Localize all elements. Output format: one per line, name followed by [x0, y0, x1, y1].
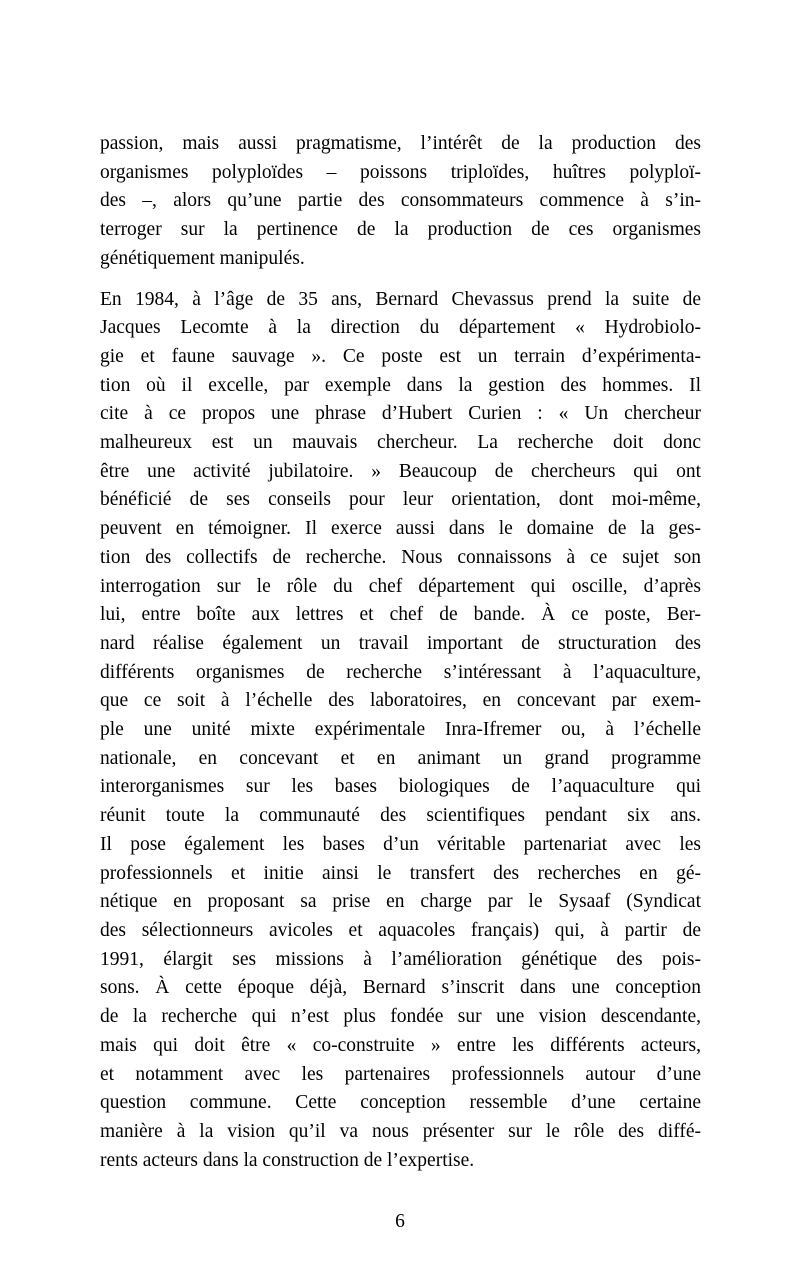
text-line: nétique en proposant sa prise en charge par le Sysaaf (Syndicat	[100, 891, 701, 913]
text-line: 1991, élargit ses missions à l’amélioration génétique des pois-	[100, 948, 701, 970]
text-line: En 1984, à l’âge de 35 ans, Bernard Chevassus prend la suite de	[100, 288, 701, 310]
paragraph	[100, 286, 701, 1176]
text-line: Jacques Lecomte à la direction du département « Hydrobiolo-	[100, 317, 701, 339]
text-line: réunit toute la communauté des scientifiques pendant six ans.	[100, 805, 701, 827]
text-line: passion, mais aussi pragmatisme, l’intérêt de la production des	[100, 133, 701, 154]
text-line: et notamment avec les partenaires professionnels autour d’une	[100, 1063, 701, 1085]
text-line: bénéficié de ses conseils pour leur orientation, dont moi-même,	[100, 489, 701, 511]
text-line: différents organismes de recherche s’intéressant à l’aquaculture,	[100, 661, 701, 683]
page-number: 6	[395, 1211, 405, 1232]
text-line: sons. À cette époque déjà, Bernard s’inscrit dans une conception	[100, 977, 701, 999]
text-line: être une activité jubilatoire. » Beaucoup de chercheurs qui ont	[100, 460, 701, 482]
text-line: Il pose également les bases d’un véritable partenariat avec les	[100, 833, 701, 855]
text-line: interrogation sur le rôle du chef département qui oscille, d’après	[100, 575, 701, 597]
text-line: rents acteurs dans la construction de l’expertise.	[100, 1149, 475, 1171]
text-line: mais qui doit être « co-construite » entre les différents acteurs,	[100, 1034, 701, 1056]
text-line: que ce soit à l’échelle des laboratoires, en concevant par exem-	[100, 690, 701, 712]
paragraph	[100, 130, 701, 274]
text-line: ple une unité mixte expérimentale Inra-Ifremer ou, à l’échelle	[100, 719, 701, 741]
text-line: des –, alors qu’une partie des consommateurs commence à s’in-	[100, 190, 701, 212]
text-line: manière à la vision qu’il va nous présenter sur le rôle des diffé-	[100, 1120, 701, 1142]
text-line: lui, entre boîte aux lettres et chef de bande. À ce poste, Ber-	[100, 604, 701, 626]
text-line: interorganismes sur les bases biologiques de l’aquaculture qui	[100, 776, 701, 798]
text-line: génétiquement manipulés.	[100, 247, 305, 269]
text-line: gie et faune sauvage ». Ce poste est un terrain d’expérimenta-	[100, 345, 701, 367]
text-line: professionnels et initie ainsi le transfert des recherches en gé-	[100, 862, 701, 884]
text-line: cite à ce propos une phrase d’Hubert Curien : « Un chercheur	[100, 403, 701, 425]
page-text	[100, 130, 701, 1175]
text-line: question commune. Cette conception ressemble d’une certaine	[100, 1092, 701, 1114]
text-line: nard réalise également un travail important de structuration des	[100, 632, 701, 654]
text-line: peuvent en témoigner. Il exerce aussi dans le domaine de la ges-	[100, 518, 701, 540]
text-line: tion où il excelle, par exemple dans la gestion des hommes. Il	[100, 374, 701, 396]
text-line: de la recherche qui n’est plus fondée sur une vision descendante,	[100, 1006, 701, 1028]
text-line: des sélectionneurs avicoles et aquacoles français) qui, à partir de	[100, 919, 701, 941]
text-line: malheureux est un mauvais chercheur. La recherche doit donc	[100, 432, 701, 454]
text-line: nationale, en concevant et en animant un grand programme	[100, 747, 701, 769]
text-line: tion des collectifs de recherche. Nous connaissons à ce sujet son	[100, 546, 701, 568]
text-line: terroger sur la pertinence de la production de ces organismes	[100, 219, 701, 241]
text-line: organismes polyploïdes – poissons triploïdes, huîtres polyploï-	[100, 161, 701, 183]
